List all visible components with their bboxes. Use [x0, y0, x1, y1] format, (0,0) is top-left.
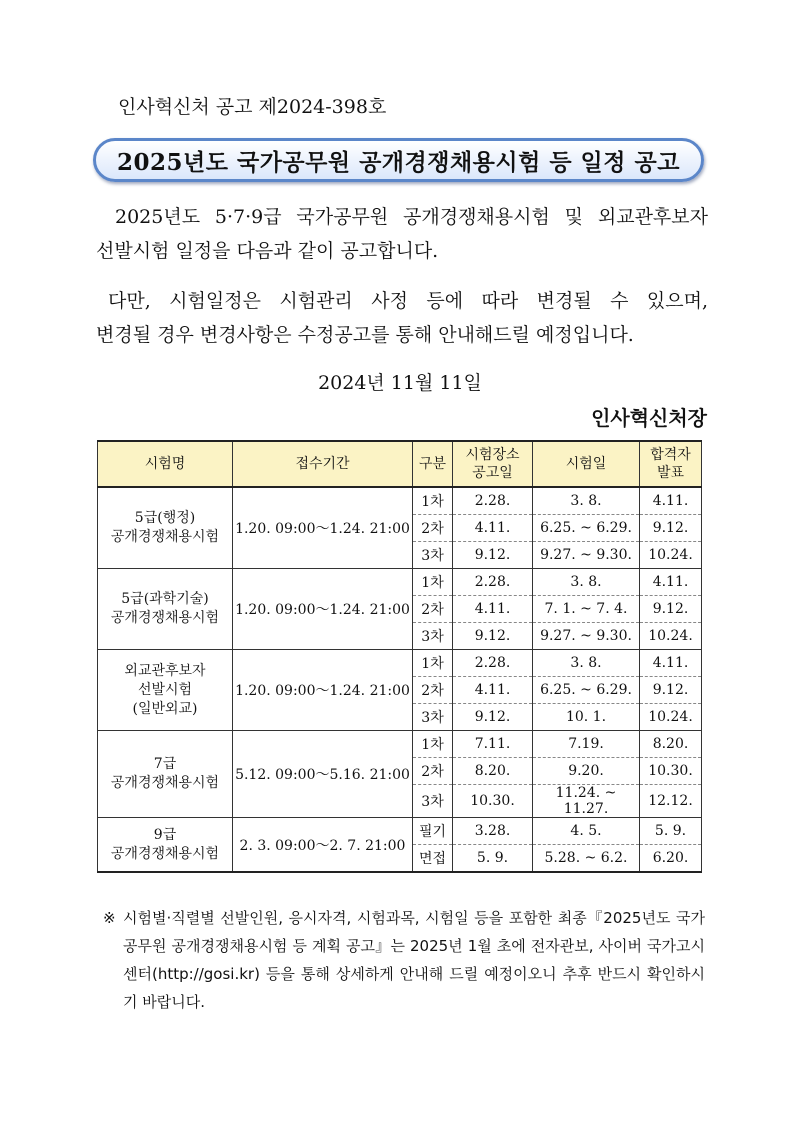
header-result	[640, 441, 702, 487]
exam-name-line: 공개경쟁채용시험	[110, 610, 220, 626]
venue-notice-cell: 9.12.	[453, 542, 533, 569]
application-period-cell: 1.20. 09:00～1.24. 21:00	[233, 569, 413, 650]
exam-date-cell: 3. 8.	[533, 650, 640, 677]
venue-notice-cell: 8.20.	[453, 758, 533, 785]
venue-notice-cell: 10.30.	[453, 785, 533, 818]
exam-name-line: 공개경쟁채용시험	[110, 775, 220, 791]
exam-date-cell: 9.27. ~ 9.30.	[533, 542, 640, 569]
exam-name-line: (일반외교)	[132, 700, 198, 717]
document-title: 2025년도 국가공무원 공개경쟁채용시험 등 일정 공고	[117, 148, 680, 176]
venue-notice-cell: 4.11.	[453, 596, 533, 623]
header-exam-name: 시험명	[98, 441, 233, 487]
stage-cell: 1차	[413, 569, 453, 596]
venue-notice-cell: 2.28.	[453, 569, 533, 596]
stage-cell: 면접	[413, 845, 453, 873]
result-date-cell: 12.12.	[640, 785, 702, 818]
header-venue-notice-line-2: 공고일	[472, 465, 513, 481]
application-period-cell: 5.12. 09:00～5.16. 21:00	[233, 731, 413, 818]
table-row	[98, 487, 702, 515]
stage-cell: 1차	[413, 650, 453, 677]
stage-cell: 3차	[413, 542, 453, 569]
stage-cell: 1차	[413, 487, 453, 515]
table-row	[98, 731, 702, 758]
exam-date-cell: 9.27. ~ 9.30.	[533, 623, 640, 650]
exam-date-cell: 9.20.	[533, 758, 640, 785]
stage-cell: 3차	[413, 704, 453, 731]
venue-notice-cell: 9.12.	[453, 704, 533, 731]
table-row	[98, 569, 702, 596]
stage-cell: 2차	[413, 677, 453, 704]
signer: 인사혁신처장	[591, 406, 707, 430]
stage-cell: 3차	[413, 785, 453, 818]
exam-date-cell: 6.25. ~ 6.29.	[533, 677, 640, 704]
announcement-date: 2024년 11월 11일	[318, 372, 482, 394]
exam-name-cell	[98, 487, 233, 569]
result-date-cell: 9.12.	[640, 677, 702, 704]
intro-paragraph-line-1: 2025년도 5·7·9급 국가공무원 공개경쟁채용시험 및 외교관후보자	[115, 206, 708, 228]
exam-name-line: 선발시험	[137, 681, 193, 698]
header-stage: 구분	[413, 441, 453, 487]
stage-cell: 필기	[413, 818, 453, 845]
result-date-cell: 9.12.	[640, 596, 702, 623]
table-header-row	[98, 441, 702, 487]
result-date-cell: 4.11.	[640, 650, 702, 677]
venue-notice-cell: 2.28.	[453, 650, 533, 677]
application-period-cell: 1.20. 09:00～1.24. 21:00	[233, 650, 413, 731]
exam-name-cell	[98, 731, 233, 818]
exam-name-line: 7급	[153, 756, 177, 772]
venue-notice-cell: 4.11.	[453, 677, 533, 704]
header-venue-notice-line-1: 시험장소	[465, 447, 520, 463]
notice-number: 인사혁신처 공고 제2024-398호	[118, 96, 387, 118]
result-date-cell: 8.20.	[640, 731, 702, 758]
stage-cell: 2차	[413, 515, 453, 542]
application-period-cell: 1.20. 09:00～1.24. 21:00	[233, 487, 413, 569]
header-exam-date: 시험일	[533, 441, 640, 487]
result-date-cell: 4.11.	[640, 487, 702, 515]
exam-schedule-table	[97, 440, 702, 873]
footnote-text: 시험별·직렬별 선발인원, 응시자격, 시험과목, 시험일 등을 포함한 최종『2025년도 국가 공무원 공개경쟁채용시험 등 계획 공고』는 2025년 1월 초에 전자관보, 사이버 국가고시센터(http://gosi.kr) 등을 통해 상세하게 안내해 드릴 예정이오니 추후 반드시 확인하시기 바랍니다.	[123, 909, 705, 1011]
exam-name-line: 5급(과학기술)	[121, 591, 209, 607]
result-date-cell: 9.12.	[640, 515, 702, 542]
header-result-line-1: 합격자	[650, 447, 691, 463]
result-date-cell: 5. 9.	[640, 818, 702, 845]
venue-notice-cell: 3.28.	[453, 818, 533, 845]
stage-cell: 3차	[413, 623, 453, 650]
exam-name-line: 9급	[153, 826, 177, 843]
exam-name-line: 공개경쟁채용시험	[110, 529, 220, 545]
exam-date-cell: 11.24. ~ 11.27.	[533, 785, 640, 818]
stage-cell: 1차	[413, 731, 453, 758]
table-body	[98, 487, 702, 872]
notice-paragraph-line-1: 다만, 시험일정은 시험관리 사정 등에 따라 변경될 수 있으며,	[108, 290, 708, 312]
header-application-period: 접수기간	[233, 441, 413, 487]
table-row	[98, 650, 702, 677]
venue-notice-cell: 5. 9.	[453, 845, 533, 873]
footnote-mark: ※	[103, 909, 116, 927]
result-date-cell: 10.24.	[640, 704, 702, 731]
result-date-cell: 10.24.	[640, 623, 702, 650]
result-date-cell: 10.24.	[640, 542, 702, 569]
header-result-line-2: 발표	[656, 465, 685, 481]
intro-paragraph-line-2: 선발시험 일정을 다음과 같이 공고합니다.	[96, 240, 439, 262]
stage-cell: 2차	[413, 758, 453, 785]
exam-date-cell: 6.25. ~ 6.29.	[533, 515, 640, 542]
exam-date-cell: 3. 8.	[533, 487, 640, 515]
exam-date-cell: 4. 5.	[533, 818, 640, 845]
exam-name-line: 공개경쟁채용시험	[110, 845, 220, 862]
notice-paragraph-line-2: 변경될 경우 변경사항은 수정공고를 통해 안내해드릴 예정입니다.	[96, 324, 634, 346]
venue-notice-cell: 2.28.	[453, 487, 533, 515]
exam-date-cell: 7. 1. ~ 7. 4.	[533, 596, 640, 623]
application-period-cell: 2. 3. 09:00～2. 7. 21:00	[233, 818, 413, 873]
stage-cell: 2차	[413, 596, 453, 623]
exam-name-cell	[98, 818, 233, 873]
exam-name-cell	[98, 650, 233, 731]
result-date-cell: 4.11.	[640, 569, 702, 596]
exam-name-cell	[98, 569, 233, 650]
exam-date-cell: 7.19.	[533, 731, 640, 758]
exam-date-cell: 5.28. ~ 6.2.	[533, 845, 640, 873]
venue-notice-cell: 4.11.	[453, 515, 533, 542]
header-venue-notice	[453, 441, 533, 487]
exam-name-line: 5급(행정)	[134, 510, 196, 526]
result-date-cell: 6.20.	[640, 845, 702, 873]
exam-date-cell: 10. 1.	[533, 704, 640, 731]
venue-notice-cell: 7.11.	[453, 731, 533, 758]
footnote	[103, 904, 705, 1016]
exam-name-line: 외교관후보자	[124, 662, 206, 679]
table-row	[98, 818, 702, 845]
venue-notice-cell: 9.12.	[453, 623, 533, 650]
title-banner	[93, 138, 704, 182]
result-date-cell: 10.30.	[640, 758, 702, 785]
exam-date-cell: 3. 8.	[533, 569, 640, 596]
